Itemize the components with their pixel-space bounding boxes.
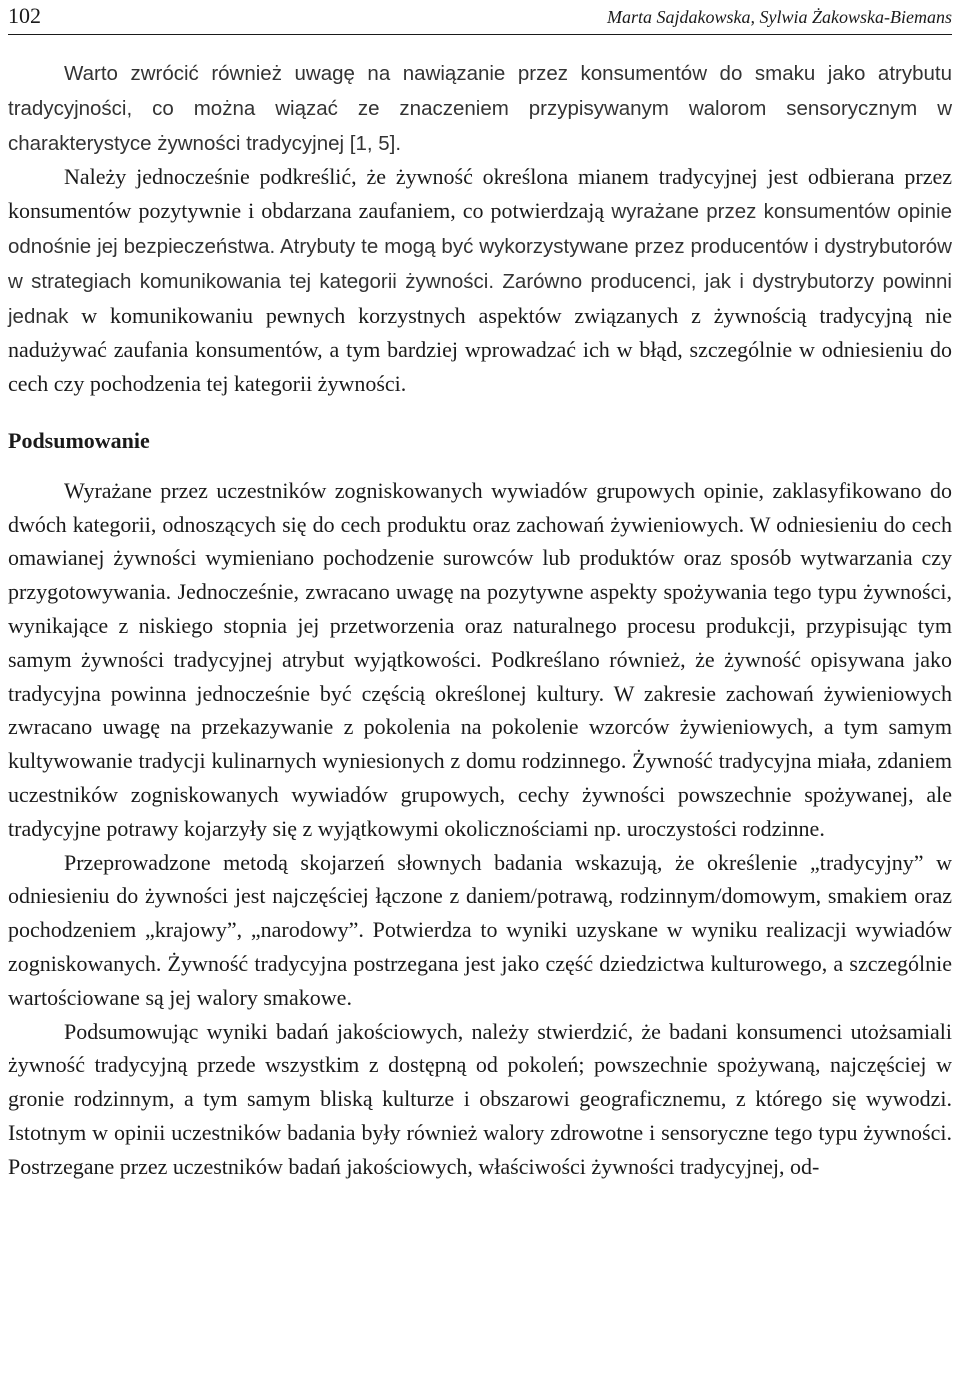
running-header-authors: Marta Sajdakowska, Sylwia Żakowska-Biemans bbox=[607, 7, 952, 27]
paragraph-summary-conclusions: Podsumowując wyniki badań jakościowych, należy stwierdzić, że badani konsumenci utożsamiali żywność tradycyjną przede wszystkim z dostępną od pokoleń; powszechnie spożywaną, najczęściej w gronie rodzinnym, a tym samym bliską kulturze i obszarowi geograficznemu, z którego się wywodzi. Istotnym w opinii uczestników badania były również walory zdrowotne i sensoryczne tego typu żywności. Postrzegane przez uczestników badań jakościowych, właściwości żywności tradycyjnej, od- bbox=[8, 1018, 952, 1179]
paragraph-word-association: Przeprowadzone metodą skojarzeń słownych badania wskazują, że określenie „tradycyjny” w odniesieniu do żywności jest najczęściej łączone z daniem/potrawą, rodzinnym/domowym, smakiem oraz pochodzeniem „krajowy”, „narodowy”. Potwierdza to wyniki uzyskane w wyniku realizacji wywiadów zogniskowanych. Żywność tradycyjna postrzegana jest jako część dziedzictwa kulturowego, a szczególnie wartościowane są jej walory smakowe. bbox=[8, 849, 952, 1010]
paragraph-trust-text-end: w komunikowaniu pewnych korzystnych aspektów związanych z żywnością tradycyjną nie nadużywać zaufania konsumentów, a tym bardziej wprowadzać ich w błąd, szczególnie w odniesieniu do cech czy pochodzenia tej kategorii żywności. bbox=[8, 302, 952, 397]
paragraph-trust-text-start: Należy jednocześnie podkreślić, że żywność określona mianem tradycyjnej jest odbierana przez konsumentów pozytywnie i obdarzana zaufaniem, co potwierdzają bbox=[8, 164, 952, 224]
paragraph-taste-attribute-text: Warto zwrócić również uwagę na nawiązanie przez konsumentów do smaku jako atrybutu tradycyjności, co można wiązać ze znaczeniem przypisywanym walorom sensorycznym w charakterystyce żywności tradycyjnej [1, 5]. bbox=[8, 62, 952, 155]
running-header bbox=[8, 0, 952, 35]
paragraph-taste-attribute bbox=[8, 56, 952, 160]
section-heading-summary: Podsumowanie bbox=[8, 427, 150, 453]
paragraph-summary-opinions: Wyrażane przez uczestników zogniskowanych wywiadów grupowych opinie, zaklasyfikowano do dwóch kategorii, odnoszących się do cech produktu oraz zachowań żywieniowych. W odniesieniu do cech omawianej żywności wymieniano pochodzenie surowców lub produktów oraz sposób wytwarzania czy przygotowywania. Jednocześnie, zwracano uwagę na pozytywne aspekty spożywania tego typu żywności, wynikające z niskiego stopnia jej przetworzenia oraz naturalnego procesu produkcji, przypisując tym samym żywności tradycyjnej atrybut wyjątkowości. Podkreślano również, że żywność opisywana jako tradycyjna powinna jednocześnie być częścią określonej kultury. W zakresie zachowań żywieniowych zwracano uwagę na przekazywanie z pokolenia na pokolenie wzorców żywieniowych, a tym samym kultywowanie tradycji kulinarnych wyniesionych z domu rodzinnego. Żywność tradycyjna miała, zdaniem uczestników zogniskowanych wywiadów grupowych, cechy żywności powszechnie spożywanej, ale tradycyjne potrawy kojarzyły się z wyjątkowymi okolicznościami np. uroczystości rodzinne. bbox=[8, 477, 952, 841]
paragraph-trust-text-middle: wyrażane przez konsumentów opinie odnośnie jej bezpieczeństwa. Atrybuty te mogą być wykorzystywane przez producentów i dystrybutorów w strategiach komunikowania tej kategorii żywności. Zarówno producenci, jak i dystrybutorzy powinni jednak bbox=[8, 200, 953, 328]
paragraph-trust bbox=[8, 160, 952, 401]
body-text bbox=[8, 56, 952, 1184]
page-number: 102 bbox=[8, 3, 41, 28]
